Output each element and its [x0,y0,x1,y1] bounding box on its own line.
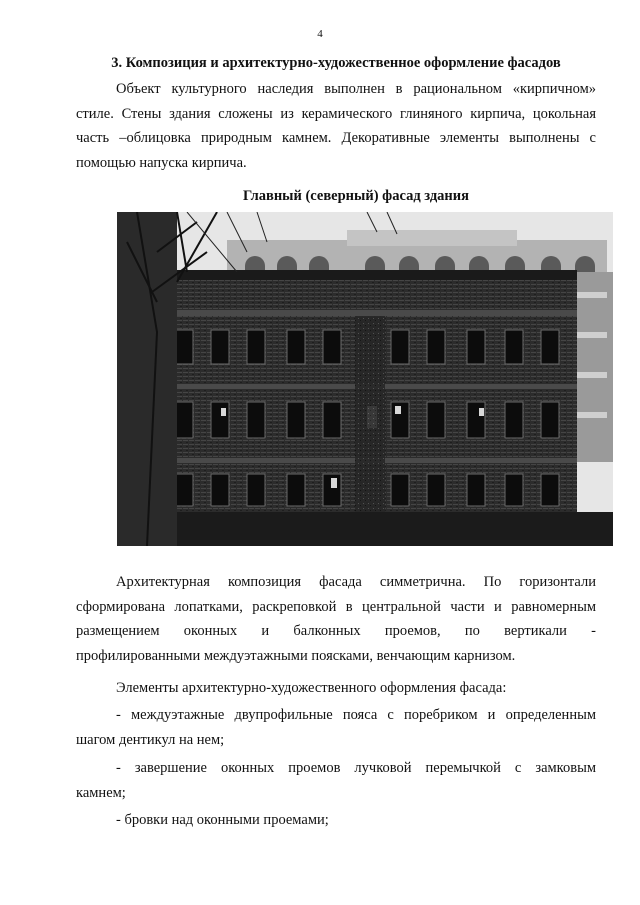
list-item-line: - завершение оконных проемов лучковой перемычкой с замковым [116,760,596,776]
composition-line: размещением оконных и балконных проемов, по вертикали - [76,623,596,639]
list-item-line: - бровки над оконными проемами; [116,812,329,828]
intro-line: Объект культурного наследия выполнен в рациональном «кирпичном» [116,81,596,97]
photo-caption: Главный (северный) фасад здания [243,188,469,204]
list-item-1 [76,703,596,752]
list-item-2 [76,756,596,805]
list-item-line: шагом дентикул на нем; [76,731,225,748]
section-heading: 3. Композиция и архитектурно-художественное оформление фасадов [111,55,561,71]
intro-line: помощью напуска кирпича. [76,154,247,171]
elements-intro-line: Элементы архитектурно-художественного оформления фасада: [116,680,507,696]
composition-line: профилированными междуэтажными поясками, венчающим карнизом. [76,647,516,664]
building-facade-photo [117,212,613,546]
page-number: 4 [317,28,323,40]
elements-intro [76,676,596,701]
intro-line: часть –облицовка природным камнем. Декоративные элементы выполнены с [76,130,596,146]
intro-line: стиле. Стены здания сложены из керамического глиняного кирпича, цокольная [76,105,596,122]
composition-paragraph [76,570,596,668]
intro-paragraph [76,77,596,175]
composition-line: сформирована лопатками, раскреповкой в центральной части и равномерным [76,598,596,615]
list-item-3 [76,808,596,833]
composition-line: Архитектурная композиция фасада симметрична. По горизонтали [116,574,596,590]
list-item-line: камнем; [76,784,126,801]
list-item-line: - междуэтажные двупрофильные пояса с поребриком и определенным [116,707,596,723]
